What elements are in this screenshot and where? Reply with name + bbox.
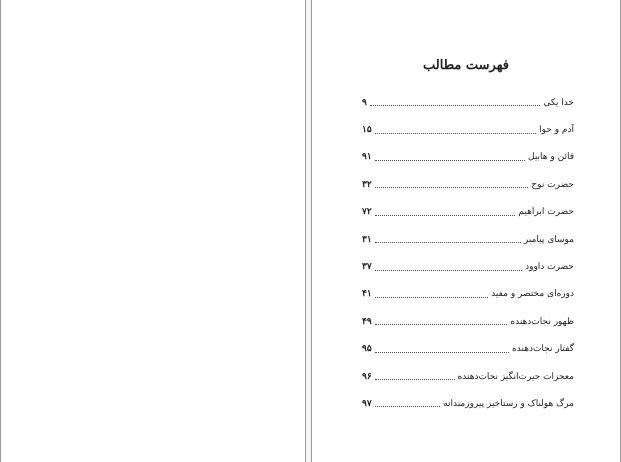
toc-entry-page: ۹۱: [362, 152, 372, 163]
toc-entry-title: دوره‌ای مختصر و مفید: [491, 289, 574, 300]
leader-dots: [375, 215, 516, 216]
leader-dots: [375, 187, 529, 188]
leader-dots: [375, 352, 509, 353]
leader-dots: [375, 297, 489, 298]
toc-entry-title: موسای پیامبر: [523, 234, 574, 245]
toc-entry: [362, 363, 574, 390]
toc-entry-title: گفتار نجات‌دهنده: [512, 344, 574, 355]
toc-title: فهرست مطالب: [423, 58, 509, 73]
toc-entry: [362, 116, 574, 143]
toc-entry-page: ۹۶: [362, 371, 372, 382]
leader-dots: [375, 133, 536, 134]
leader-dots: [375, 270, 522, 271]
toc-entry-title: حضرت ابراهیم: [518, 207, 574, 218]
leader-dots: [375, 242, 521, 243]
toc-entry: [362, 253, 574, 280]
toc-entry-page: ۴۹: [362, 316, 372, 327]
leader-dots: [370, 105, 541, 106]
toc-entry: [362, 226, 574, 253]
toc-entry-title: مرگ هولناک و رستاخیز پیروزمندانه: [443, 398, 574, 409]
toc-entry-page: ۳۷: [362, 262, 372, 273]
toc-entry: [362, 199, 574, 226]
toc-entry-title: آدم و حوا: [539, 125, 574, 136]
leader-dots: [375, 324, 508, 325]
left-page-blank: [0, 0, 306, 462]
toc-list: [362, 89, 574, 418]
toc-entry: [362, 89, 574, 116]
toc-entry: [362, 390, 574, 417]
toc-entry-title: خدا یکی: [543, 97, 574, 108]
toc-entry-page: ۱۵: [362, 125, 372, 136]
toc-entry-page: ۴۱: [362, 289, 372, 300]
leader-dots: [375, 406, 440, 407]
toc-entry-title: حضرت داوود: [525, 262, 574, 273]
toc-entry: [362, 171, 574, 198]
toc-entry-title: حضرت نوح: [531, 179, 574, 190]
toc-entry-page: ۳۱: [362, 234, 372, 245]
leader-dots: [375, 379, 455, 380]
toc-entry: [362, 308, 574, 335]
toc-entry-title: ظهور نجات‌دهنده: [510, 316, 574, 327]
toc-entry: [362, 336, 574, 363]
toc-entry-title: قائن و هابیل: [528, 152, 574, 163]
toc-entry-page: ۹: [362, 97, 367, 108]
right-page: [312, 0, 621, 462]
leader-dots: [375, 160, 525, 161]
toc-entry-page: ۳۲: [362, 179, 372, 190]
toc-entry-title: معجزات حیرت‌انگیز نجات‌دهنده: [457, 371, 574, 382]
toc-entry: [362, 281, 574, 308]
toc-entry-page: ۷۲: [362, 207, 372, 218]
toc-entry-page: ۹۵: [362, 344, 372, 355]
toc-entry: [362, 144, 574, 171]
toc-entry-page: ۹۷: [362, 398, 372, 409]
